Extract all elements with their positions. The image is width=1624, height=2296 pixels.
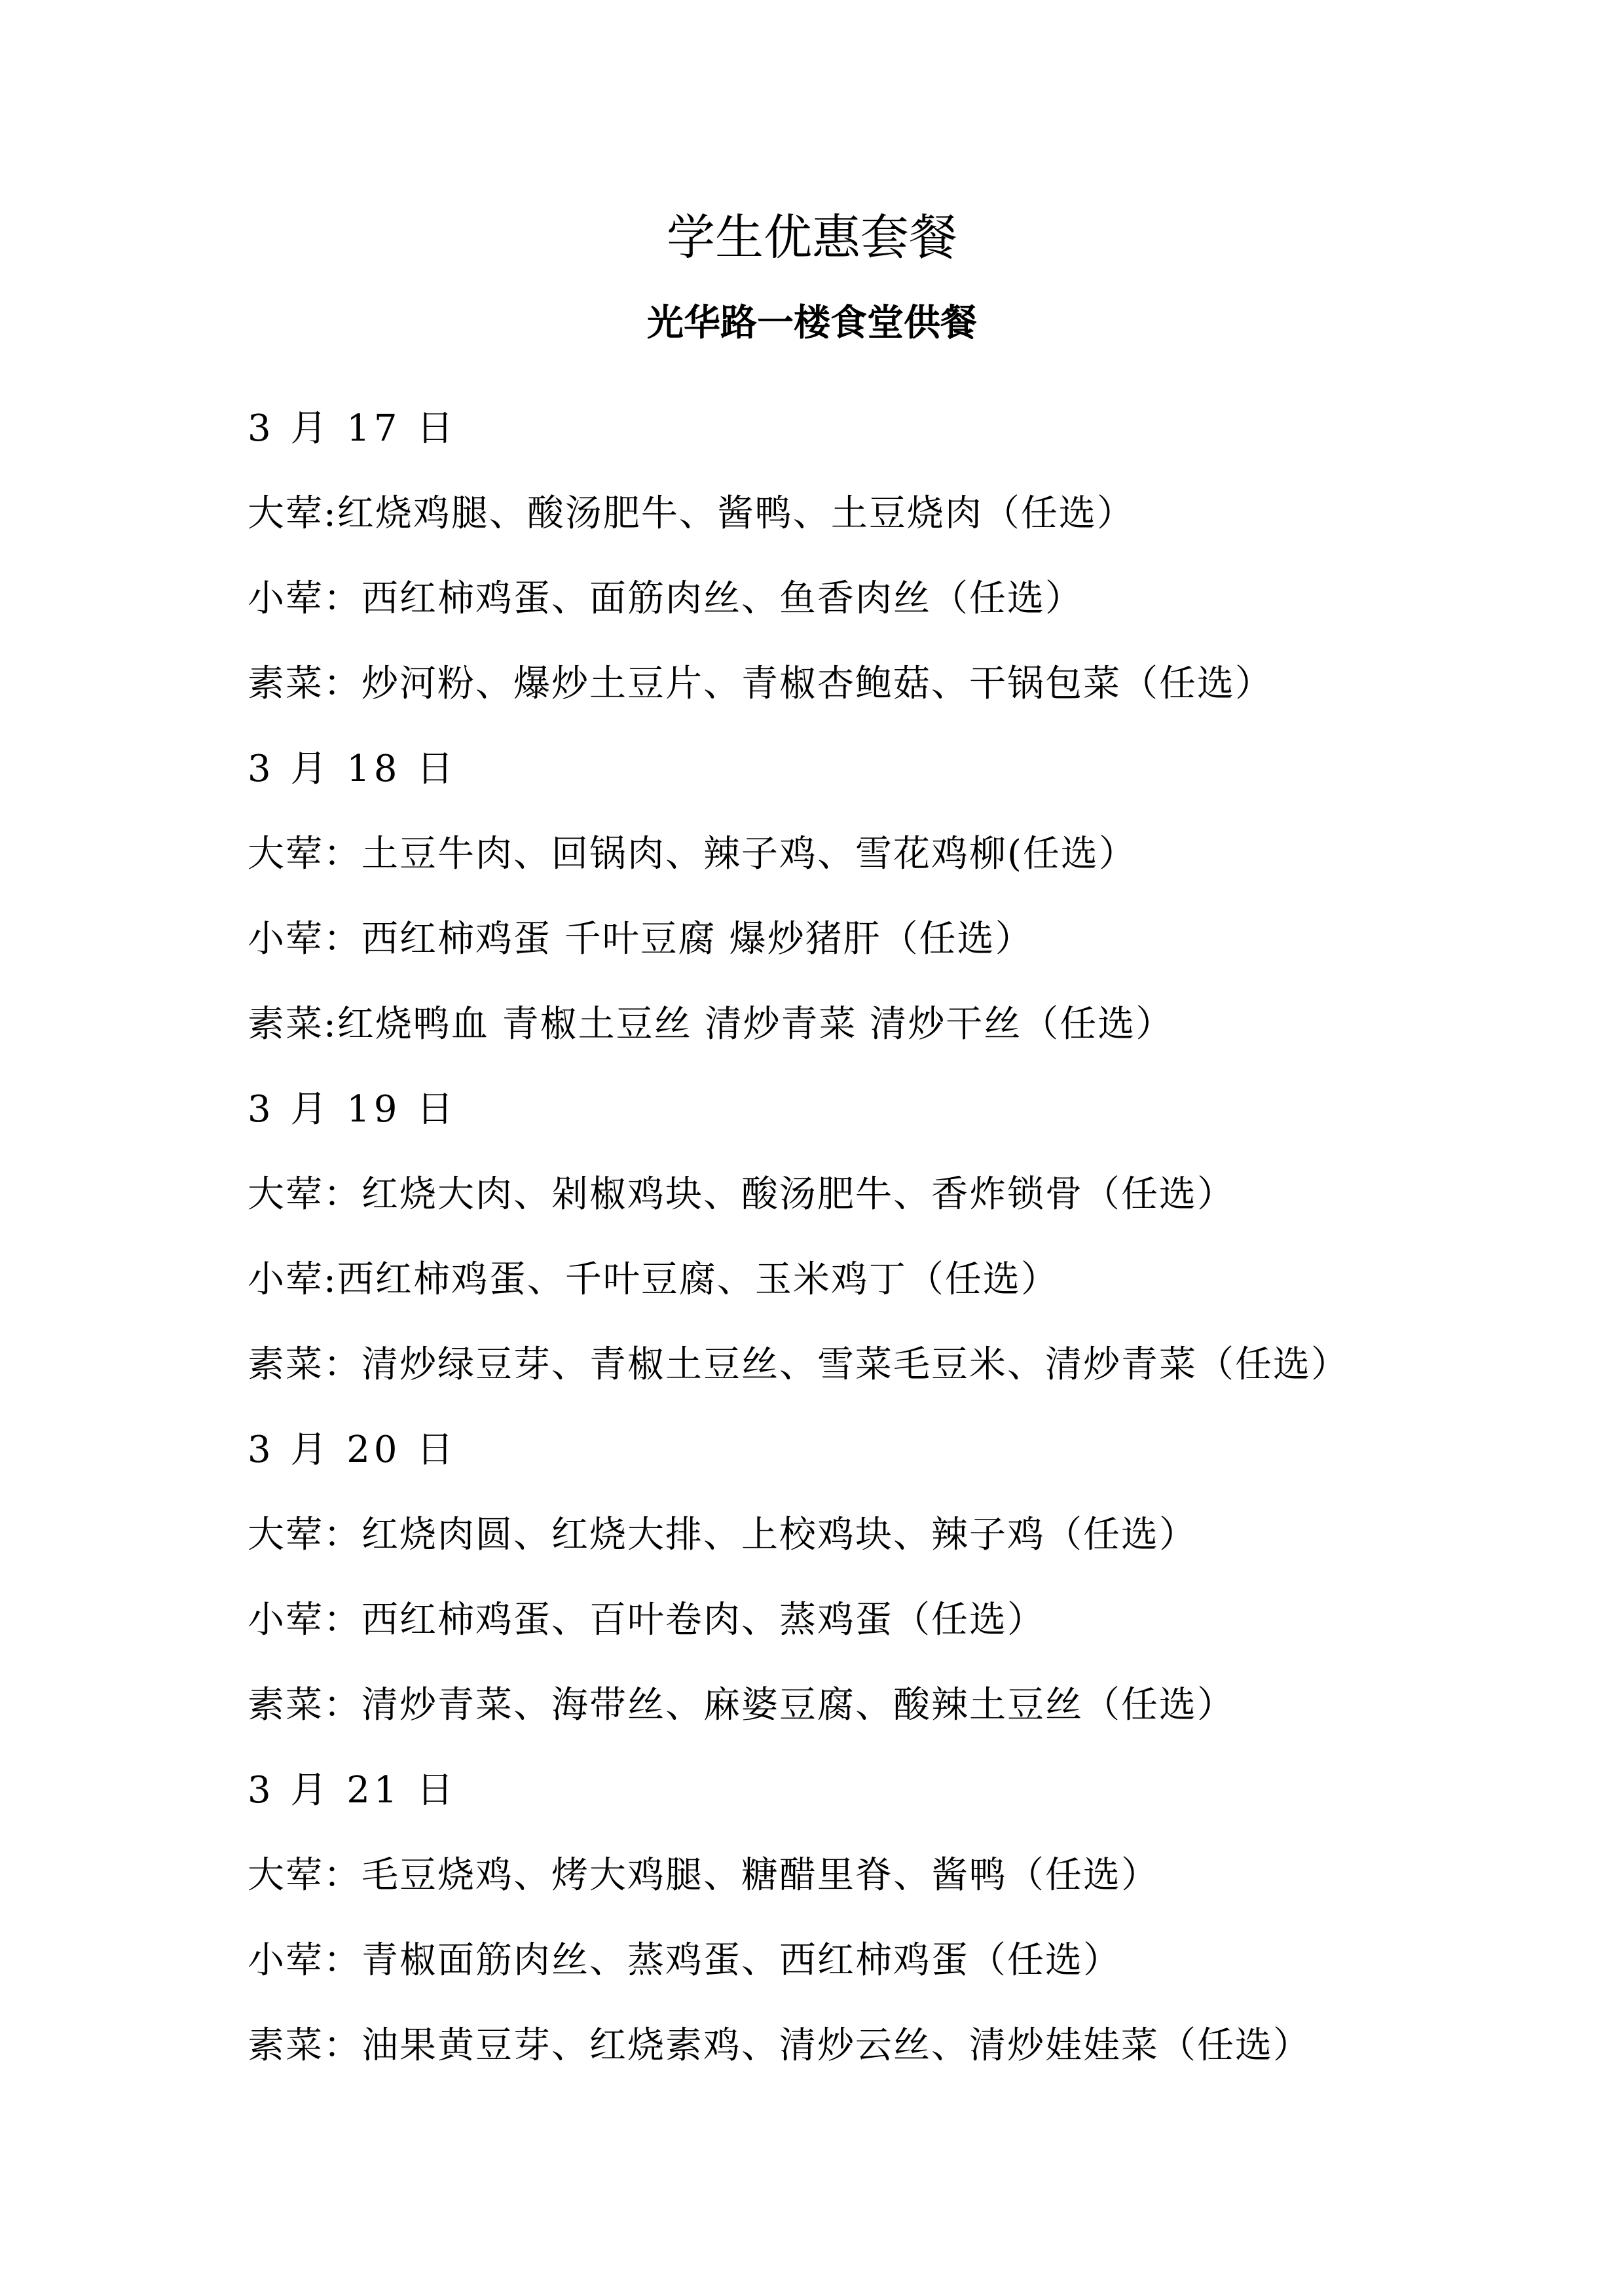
vegetable-line: 素菜：清炒青菜、海带丝、麻婆豆腐、酸辣土豆丝（任选） bbox=[248, 1684, 1235, 1726]
day-date: 3 月 17 日 bbox=[248, 407, 458, 450]
vegetable-line: 素菜：油果黄豆芽、红烧素鸡、清炒云丝、清炒娃娃菜（任选） bbox=[248, 2024, 1311, 2067]
small-meat-line: 小荤：青椒面筋肉丝、蒸鸡蛋、西红柿鸡蛋（任选） bbox=[248, 1939, 1121, 1982]
day-date: 3 月 18 日 bbox=[248, 748, 458, 790]
vegetable-line: 素菜:红烧鸭血 青椒土豆丝 清炒青菜 清炒干丝（任选） bbox=[248, 1003, 1174, 1046]
day-date: 3 月 19 日 bbox=[248, 1088, 458, 1131]
vegetable-line: 素菜：炒河粉、爆炒土豆片、青椒杏鲍菇、干锅包菜（任选） bbox=[248, 663, 1273, 705]
big-meat-line: 大荤：毛豆烧鸡、烤大鸡腿、糖醋里脊、酱鸭（任选） bbox=[248, 1854, 1159, 1897]
big-meat-line: 大荤：土豆牛肉、回锅肉、辣子鸡、雪花鸡柳(任选） bbox=[248, 833, 1137, 875]
small-meat-line: 小荤：西红柿鸡蛋 千叶豆腐 爆炒猪肝（任选） bbox=[248, 918, 1033, 960]
vegetable-line: 素菜：清炒绿豆芽、青椒土豆丝、雪菜毛豆米、清炒青菜（任选） bbox=[248, 1343, 1349, 1386]
page-subtitle: 光华路一楼食堂供餐 bbox=[647, 301, 977, 344]
day-date: 3 月 21 日 bbox=[248, 1769, 458, 1812]
page-title: 学生优惠套餐 bbox=[667, 210, 957, 266]
day-section-0319 bbox=[248, 1067, 1492, 1408]
big-meat-line: 大荤：红烧肉圆、红烧大排、上校鸡块、辣子鸡（任选） bbox=[248, 1514, 1197, 1556]
day-section-0321 bbox=[248, 1748, 1492, 2088]
big-meat-line: 大荤:红烧鸡腿、酸汤肥牛、酱鸭、土豆烧肉（任选） bbox=[248, 492, 1135, 535]
day-section-0320 bbox=[248, 1408, 1492, 1748]
big-meat-line: 大荤：红烧大肉、剁椒鸡块、酸汤肥牛、香炸锁骨（任选） bbox=[248, 1173, 1235, 1216]
small-meat-line: 小荤：西红柿鸡蛋、面筋肉丝、鱼香肉丝（任选） bbox=[248, 577, 1083, 620]
menu-list bbox=[248, 386, 1492, 2088]
day-section-0317 bbox=[248, 386, 1492, 727]
small-meat-line: 小荤：西红柿鸡蛋、百叶卷肉、蒸鸡蛋（任选） bbox=[248, 1599, 1045, 1641]
day-date: 3 月 20 日 bbox=[248, 1429, 458, 1471]
small-meat-line: 小荤:西红柿鸡蛋、千叶豆腐、玉米鸡丁（任选） bbox=[248, 1258, 1059, 1301]
day-section-0318 bbox=[248, 727, 1492, 1067]
